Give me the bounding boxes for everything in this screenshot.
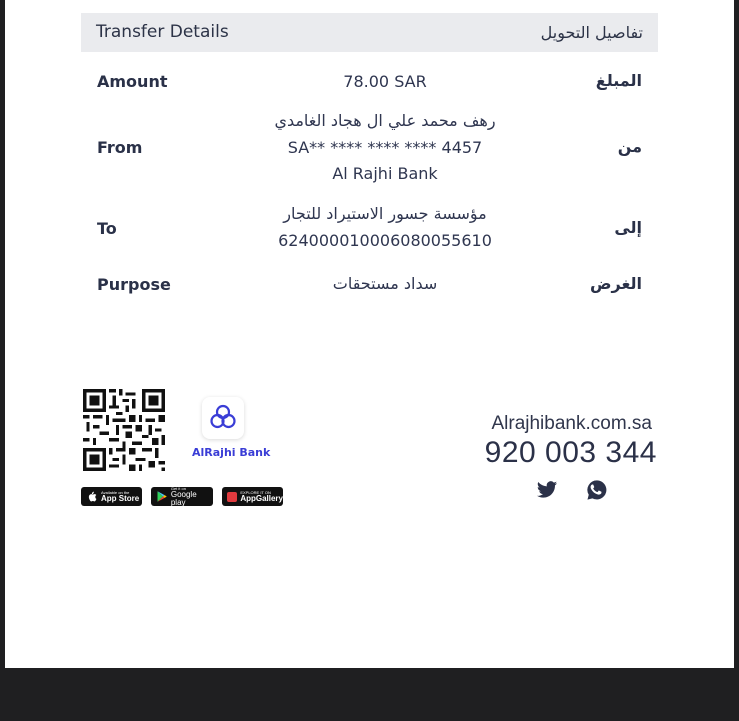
purpose-value: سداد مستحقات (332, 274, 438, 293)
google-play-label: Google play (170, 489, 197, 507)
to-label-en: To (97, 219, 117, 238)
from-account: SA** **** **** **** 4457 (287, 138, 483, 157)
to-name: مؤسسة جسور الاستيراد للتجار (283, 204, 487, 223)
app-gallery-badge[interactable] (222, 487, 283, 506)
app-store-badge[interactable] (81, 487, 142, 506)
app-store-small: Available on the (101, 489, 130, 495)
google-play-badge[interactable] (151, 487, 213, 506)
purpose-label-ar: الغرض (590, 274, 642, 293)
from-name: رهف محمد علي ال هجاد الغامدي (274, 111, 496, 130)
app-store-label: App Store (101, 493, 140, 503)
bank-name: AlRajhi Bank (192, 446, 271, 459)
alrajhi-logo (202, 397, 244, 439)
transfer-details-header (81, 13, 658, 52)
from-bank: Al Rajhi Bank (332, 164, 438, 183)
app-gallery-label: AppGallery (240, 493, 283, 503)
amount-label-ar: المبلغ (595, 71, 642, 90)
alrajhi-logo-icon (202, 397, 244, 439)
twitter-icon[interactable] (536, 479, 558, 501)
apple-icon (86, 491, 98, 503)
amount-label-en: Amount (97, 72, 168, 91)
google-play-small: Get it on (170, 485, 186, 491)
website-link[interactable]: Alrajhibank.com.sa (491, 413, 652, 434)
huawei-icon (227, 491, 237, 503)
phone-number[interactable]: 920 003 344 (484, 436, 657, 469)
whatsapp-icon[interactable] (586, 479, 608, 501)
from-label-en: From (97, 138, 143, 157)
purpose-label-en: Purpose (97, 275, 171, 294)
qr-code (83, 389, 165, 471)
from-label-ar: من (617, 137, 642, 156)
app-gallery-small: EXPLORE IT ON (240, 489, 271, 495)
receipt-paper (5, 0, 734, 668)
amount-value: 78.00 SAR (343, 72, 427, 91)
header-title-ar: تفاصيل التحويل (540, 23, 643, 42)
to-label-ar: إلى (614, 218, 642, 237)
header-title-en: Transfer Details (96, 22, 229, 42)
to-account: 624000010006080055610 (278, 231, 492, 250)
google-play-icon (156, 491, 168, 503)
